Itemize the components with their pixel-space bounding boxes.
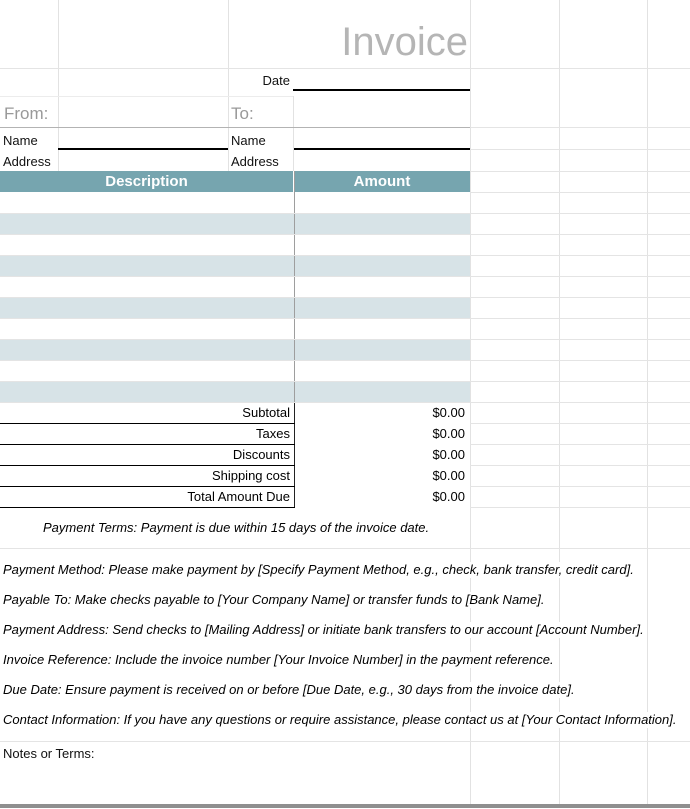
to-label: To: xyxy=(231,104,254,123)
table-column-divider xyxy=(294,171,295,402)
gridline xyxy=(470,507,690,508)
to-name-label: Name xyxy=(231,133,266,148)
gridline xyxy=(0,339,690,340)
gridline xyxy=(0,234,690,235)
description-cell[interactable] xyxy=(0,234,293,255)
from-address-field[interactable] xyxy=(58,150,228,170)
amount-cell[interactable] xyxy=(294,276,470,297)
date-label: Date xyxy=(262,73,290,88)
table-row xyxy=(0,234,470,255)
gridline xyxy=(0,297,690,298)
gridline xyxy=(0,213,690,214)
description-cell[interactable] xyxy=(0,255,293,276)
amount-cell[interactable] xyxy=(294,297,470,318)
totals-rule xyxy=(0,507,295,508)
gridline xyxy=(470,149,690,150)
sheet-bottom-edge xyxy=(0,804,690,808)
description-header-label: Description xyxy=(105,173,188,190)
from-address-label: Address xyxy=(3,154,51,169)
description-cell[interactable] xyxy=(0,213,293,234)
amount-cell[interactable] xyxy=(294,213,470,234)
notes-or-terms-label: Notes or Terms: xyxy=(3,746,95,761)
date-field[interactable] xyxy=(293,69,470,89)
amount-cell[interactable] xyxy=(294,192,470,213)
description-cell[interactable] xyxy=(0,339,293,360)
from-label: From: xyxy=(4,104,49,123)
date-field-underline xyxy=(293,89,470,91)
gridline xyxy=(0,96,293,97)
gridline xyxy=(0,381,690,382)
description-cell[interactable] xyxy=(0,192,293,213)
payment-method-note: Payment Method: Please make payment by [Specify Payment Method, e.g., check, bank transfer, credit card]. xyxy=(3,562,637,578)
gridline xyxy=(470,127,690,128)
amount-cell[interactable] xyxy=(294,381,470,402)
invoice-reference-note: Invoice Reference: Include the invoice number [Your Invoice Number] in the payment reference. xyxy=(3,652,557,668)
to-address-field[interactable] xyxy=(294,150,470,170)
taxes-label: Taxes xyxy=(256,426,290,441)
description-cell[interactable] xyxy=(0,318,293,339)
to-name-field[interactable] xyxy=(294,128,470,148)
description-cell[interactable] xyxy=(0,381,293,402)
table-row xyxy=(0,339,470,360)
contact-information-note: Contact Information: If you have any questions or require assistance, please contact us at [Your Contact Information]. xyxy=(3,712,679,728)
amount-header-label: Amount xyxy=(353,173,411,190)
table-row xyxy=(0,276,470,297)
taxes-value[interactable]: $0.00 xyxy=(432,426,465,441)
amount-cell[interactable] xyxy=(294,339,470,360)
gridline xyxy=(470,171,690,172)
from-name-label: Name xyxy=(3,133,38,148)
shipping-cost-label: Shipping cost xyxy=(211,468,290,483)
table-row xyxy=(0,213,470,234)
amount-cell[interactable] xyxy=(294,255,470,276)
table-row xyxy=(0,255,470,276)
payable-to-note: Payable To: Make checks payable to [Your Company Name] or transfer funds to [Bank Name]. xyxy=(3,592,547,608)
amount-cell[interactable] xyxy=(294,360,470,381)
gridline xyxy=(470,192,690,193)
gridline xyxy=(0,360,690,361)
gridline xyxy=(0,255,690,256)
to-address-label: Address xyxy=(231,154,279,169)
gridline xyxy=(470,444,690,445)
amount-header-cell[interactable] xyxy=(294,171,470,192)
description-header-cell[interactable] xyxy=(0,171,293,192)
table-row xyxy=(0,360,470,381)
payment-address-note: Payment Address: Send checks to [Mailing Address] or initiate bank transfers to our account [Account Number]. xyxy=(3,622,647,638)
description-cell[interactable] xyxy=(0,360,293,381)
discounts-value[interactable]: $0.00 xyxy=(432,447,465,462)
due-date-note: Due Date: Ensure payment is received on or before [Due Date, e.g., 30 days from the invoice date]. xyxy=(3,682,578,698)
shipping-cost-value[interactable]: $0.00 xyxy=(432,468,465,483)
amount-cell[interactable] xyxy=(294,234,470,255)
invoice-title: Invoice xyxy=(341,20,468,64)
amount-cell[interactable] xyxy=(294,318,470,339)
gridline xyxy=(0,318,690,319)
table-row xyxy=(0,318,470,339)
table-row xyxy=(0,381,470,402)
description-cell[interactable] xyxy=(0,297,293,318)
gridline xyxy=(470,486,690,487)
discounts-label: Discounts xyxy=(232,447,290,462)
description-cell[interactable] xyxy=(0,276,293,297)
from-name-field[interactable] xyxy=(58,128,228,148)
total-amount-due-label: Total Amount Due xyxy=(187,489,290,504)
subtotal-value[interactable]: $0.00 xyxy=(432,405,465,420)
gridline xyxy=(0,276,690,277)
gridline xyxy=(470,423,690,424)
table-row xyxy=(0,192,470,213)
table-row xyxy=(0,297,470,318)
total-amount-due-value[interactable]: $0.00 xyxy=(432,489,465,504)
gridline xyxy=(0,548,690,549)
gridline xyxy=(470,465,690,466)
payment-terms-text: Payment Terms: Payment is due within 15 days of the invoice date. xyxy=(43,520,432,536)
subtotal-label: Subtotal xyxy=(242,405,290,420)
